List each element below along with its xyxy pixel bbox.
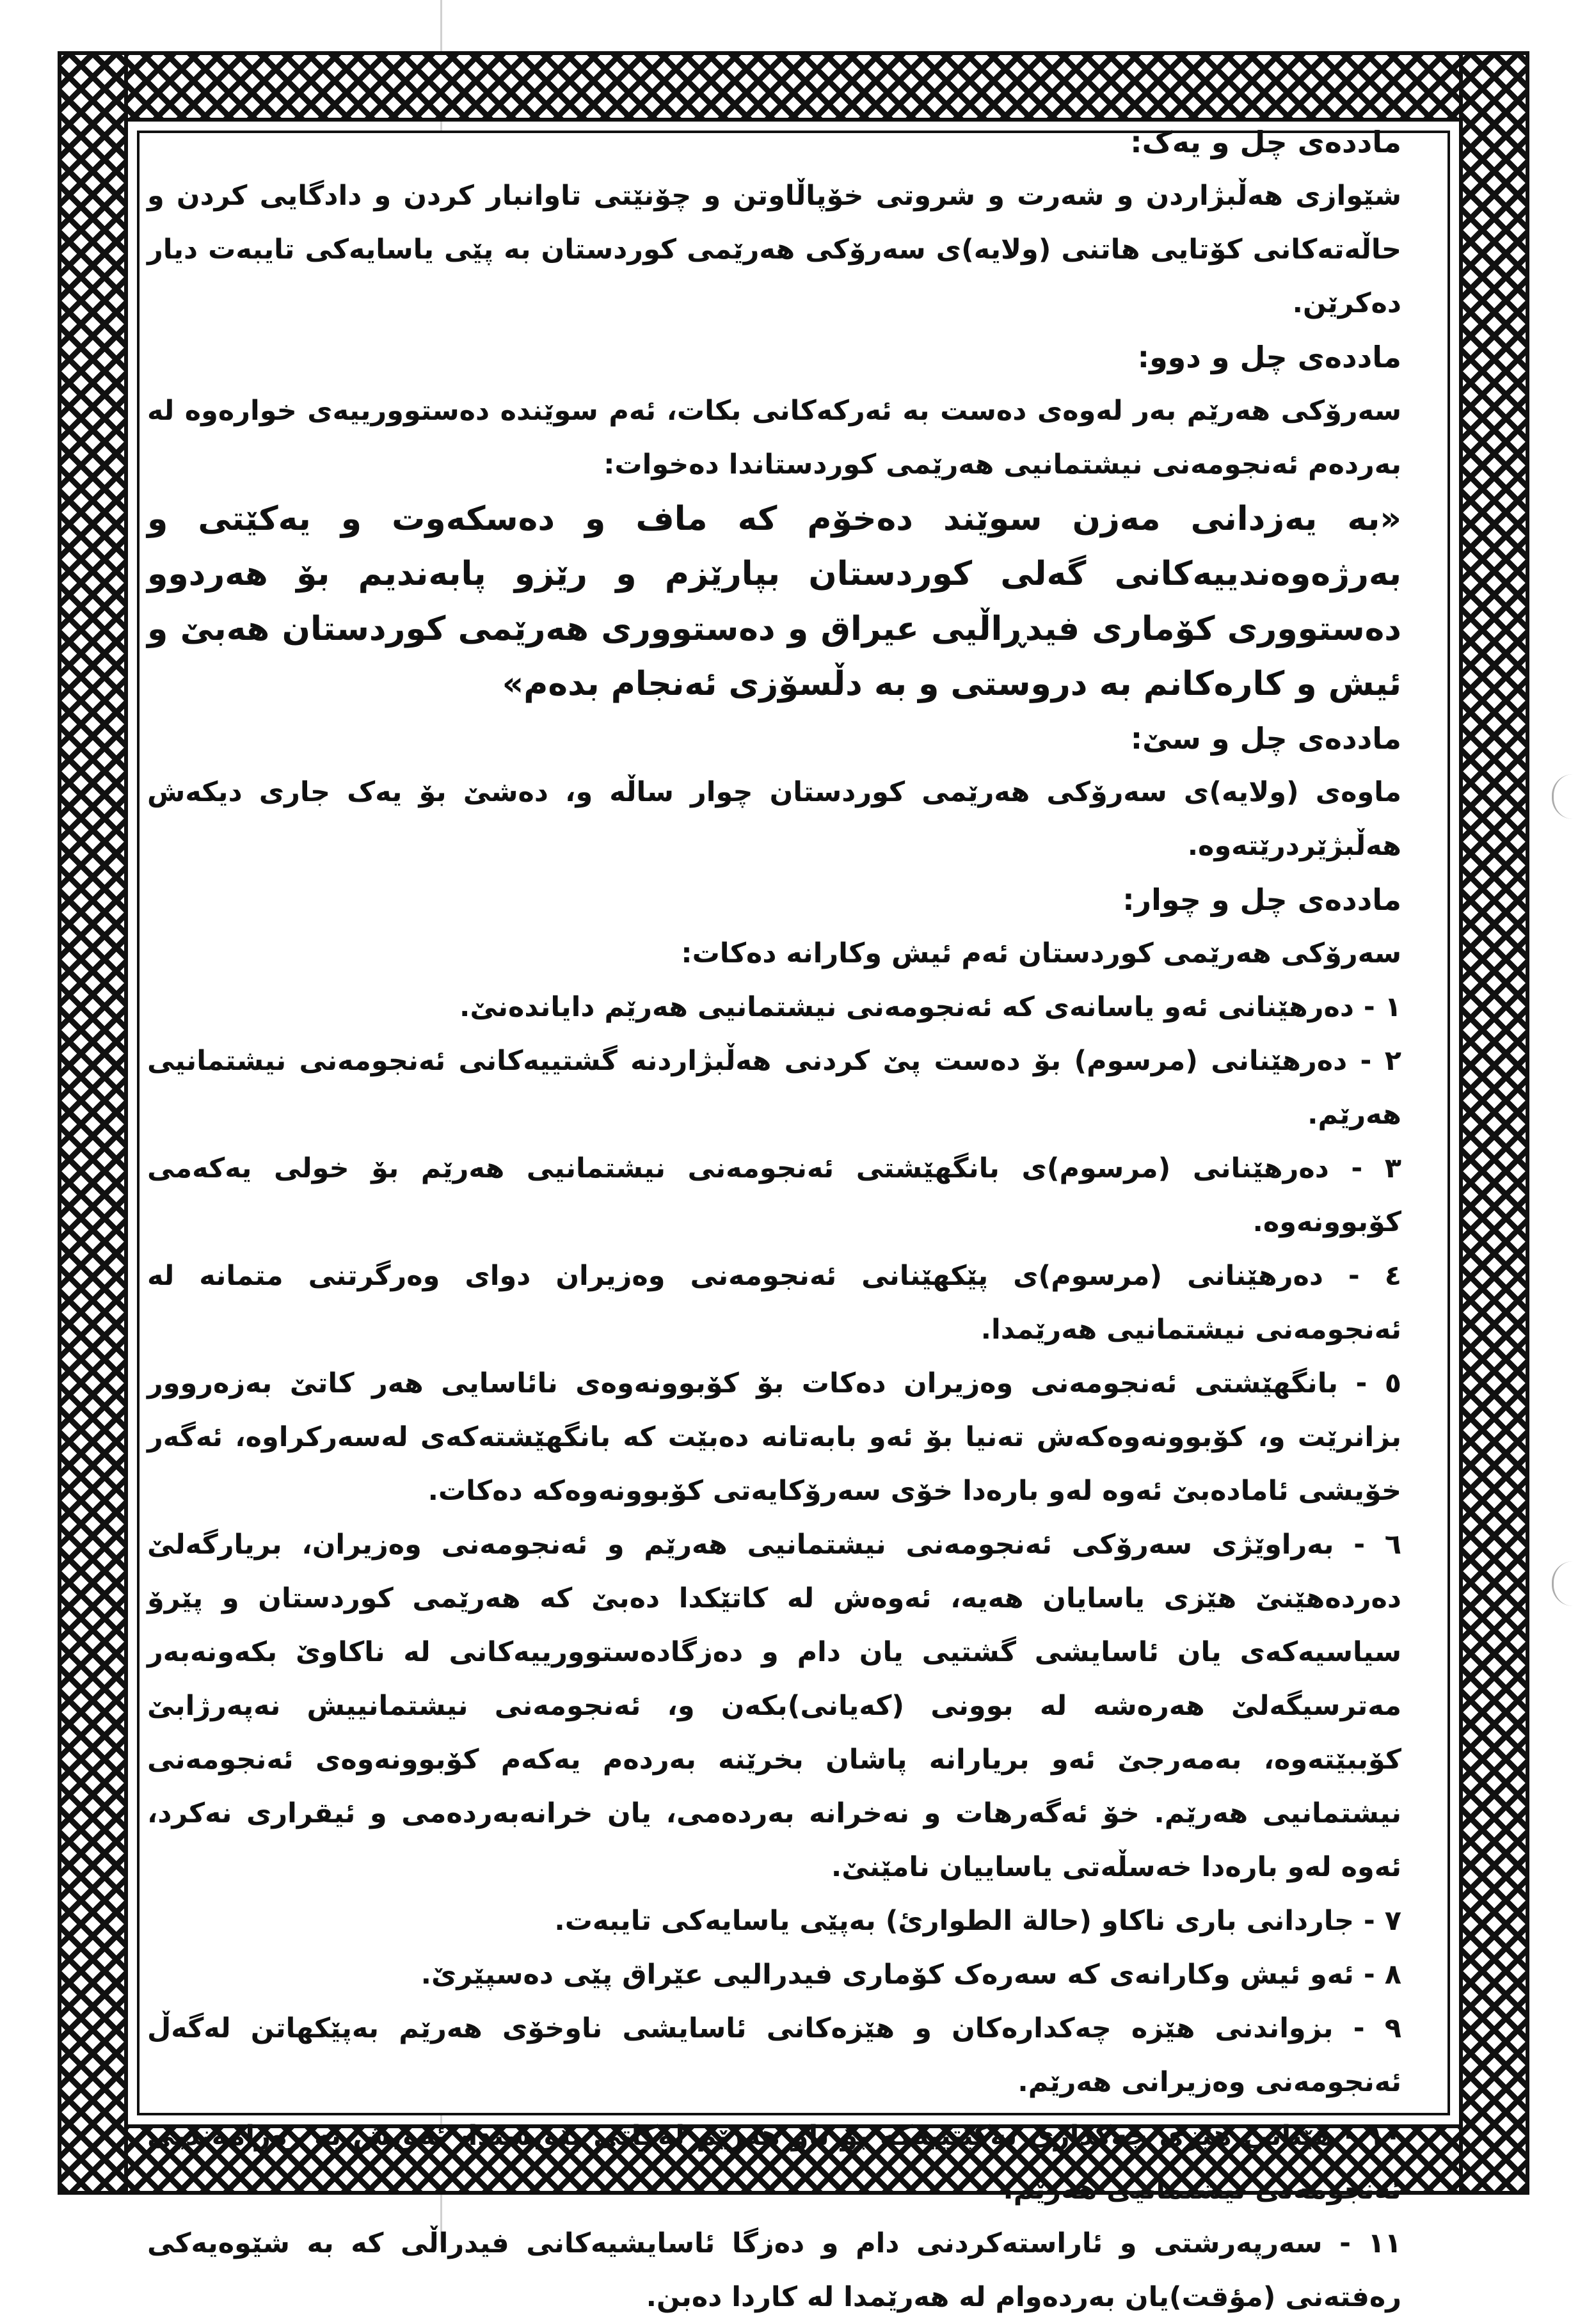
list-item [147,1249,1401,1357]
item-text: بانگهێشتی ئەنجومەنی وەزیران دەکات بۆ کۆبوونەوەی نائاسایی هەر کاتێ بەزەروور بزانرێت و، کۆبوونەوەکەش تەنیا بۆ ئەو بابەتانە دەبێت کە بانگهێشتەکەی لەسەرکراوە، ئەگەر خۆیشی ئامادەبێ ئەوە لەو بارەدا خۆی سەرۆکایەتی کۆبوونەوەکە دەکات. [147,1367,1401,1507]
item-number: ٥ - [1355,1367,1401,1399]
item-text: دەرهێنانی ئەو یاسانەی کە ئەنجومەنی نیشتمانیی هەرێم دایاندەنێ. [459,991,1354,1023]
article-heading: ماددەی چل و یەک: [1130,125,1401,159]
item-text: دەرهێنانی (مرسوم) بۆ دەست پێ کردنی هەڵبژاردنە گشتییەکانی ئەنجومەنی نیشتمانیی هەرێم. [147,1045,1401,1131]
article-heading: ماددەی چل و چوار: [1122,882,1401,917]
item-number: ١١ - [1339,2227,1401,2259]
border-band-left [58,51,128,2195]
document-body [147,115,1401,2313]
list-item [147,2002,1401,2109]
item-number: ١٠ - [1344,2120,1401,2152]
oath-text: «بە یەزدانی مەزن سوێند دەخۆم کە ماف و دەسکەوت و یەکێتی و بەرژەوەندییەکانی گەلی کوردستان بپارێزم و رێزو پابەندیم بۆ هەردوو دەستووری کۆماری فیدڕاڵیی عیراق و دەستووری هەرێمی کوردستان هەبێ و ئیش و کارەکانم بە دروستی و بە دڵسۆزی ئەنجام بدەم» [147,500,1401,703]
item-text: ئەو ئیش وکارانەی کە سەرەک کۆماری فیدرالیی عێراق پێی دەسپێرێ. [420,1959,1354,1991]
list-item [147,2109,1401,2217]
article-text: شێوازی هەڵبژاردن و شەرت و شروتی خۆپاڵاوتن و چۆنێتی تاوانبار کردن و دادگایی کردن و حاڵەتەکانی کۆتایی هاتنی (ولایە)ی سەرۆکی هەرێمی کوردستان بە پێی یاسایەکی تایبەت دیار دەکرێن. [147,180,1401,319]
item-text: بەراوێژی سەرۆکی ئەنجومەنی نیشتمانیی هەرێم و ئەنجومەنی وەزیران، بریارگەلێ دەردەهێنێ هێزی یاسایان هەیە، ئەوەش لە کاتێکدا دەبێ کە هەرێمی کوردستان و پێرۆ سیاسیەکەی یان ئاسایشی گشتیی یان دام و دەزگادەستوورییەکانی لە ناکاوێ بکەونەبەر مەترسیگەلێ هەرەشە لە بوونی (کەیانی)بکەن و، ئەنجومەنی نیشتمانییش نەپەرژابێ کۆببێتەوە، بەمەرجێ ئەو بریارانە پاشان بخرێنە بەردەم یەکەم کۆبوونەوەی ئەنجومەنی نیشتمانیی هەرێم. خۆ ئەگەرهات و نەخرانە بەردەمی، یان خرانەبەردەمی و ئیقراری نەکرد، ئەوە لەو بارەدا خەسڵەتی یاساییان نامێنێ. [147,1529,1401,1883]
punch-hole-mark [1552,774,1573,819]
item-number: ٢ - [1360,1045,1401,1077]
article-44 [147,873,1401,2324]
item-number: ٤ - [1348,1260,1401,1292]
article-heading: ماددەی چل و سێ: [1130,721,1401,756]
item-number: ٧ - [1363,1905,1401,1937]
article-intro: سەرۆکی هەرێمی کوردستان ئەم ئیش وکارانە دەکات: [681,937,1401,969]
border-band-right [1459,51,1529,2195]
item-number: ٣ - [1351,1152,1401,1184]
border-band-top [58,51,1529,122]
list-item [147,2217,1401,2324]
article-text: سەرۆکی هەرێم بەر لەوەی دەست بە ئەرکەکانی بکات، ئەم سوێندە دەستوورییەی خوارەوە لە بەردەم ئەنجومەنی نیشتمانیی هەرێمی کوردستاندا دەخوات: [147,395,1401,481]
item-text: هێنانی هێزی چەکداری یەکێتییەکە بۆ ناو هەرێم لەکاتی پێویستدا، ئەویش بە رەزامەندیی ئەنجومەنی نیشتمانیی هەرێم. [147,2120,1401,2206]
list-item [147,1142,1401,1249]
list-item [147,1894,1401,1948]
item-text: دەرهێنانی (مرسوم)ی پێکهێنانی ئەنجومەنی وەزیران دوای وەرگرتنی متمانە لە ئەنجومەنی نیشتمانیی هەرێمدا. [147,1260,1401,1346]
item-number: ٨ - [1363,1959,1401,1991]
article-41 [147,115,1401,330]
punch-hole-mark [1552,1561,1573,1606]
list-item [147,1518,1401,1894]
article-text: ماوەی (ولایە)ی سەرۆکی هەرێمی کوردستان چوار ساڵە و، دەشێ بۆ یەک جاری دیکەش هەڵبژێردرێتەوە. [147,776,1401,862]
item-text: سەرپەرشتی و ئاراستەکردنی دام و دەزگا ئاسایشیەکانی فیدراڵی کە بە شێوەیەکی رەفتەنی (مؤقت)یان بەردەوام لە هەرێمدا لە کاردا دەبن. [147,2227,1401,2313]
item-number: ١ - [1363,991,1401,1023]
article-heading: ماددەی چل و دوو: [1137,340,1401,374]
item-text: جاردانی باری ناکاو (حالة الطوارئ) بەپێی یاسایەکی تایبەت. [554,1905,1354,1937]
item-text: بزواندنی هێزە چەکدارەکان و هێزەکانی ئاسایشی ناوخۆی هەرێم بەپێکهاتن لەگەڵ ئەنجومەنی وەزیرانی هەرێم. [147,2012,1401,2098]
list-item [147,980,1401,1034]
article-43 [147,712,1401,873]
article-42 [147,330,1401,712]
item-number: ٦ - [1353,1529,1401,1561]
duties-list [147,980,1401,2324]
list-item [147,1948,1401,2002]
item-number: ٩ - [1353,2012,1401,2044]
item-text: دەرهێنانی (مرسوم)ی بانگهێشتی ئەنجومەنی نیشتمانیی هەرێم بۆ خولی یەکەمی کۆبوونەوە. [147,1152,1401,1238]
list-item [147,1034,1401,1142]
list-item [147,1357,1401,1518]
